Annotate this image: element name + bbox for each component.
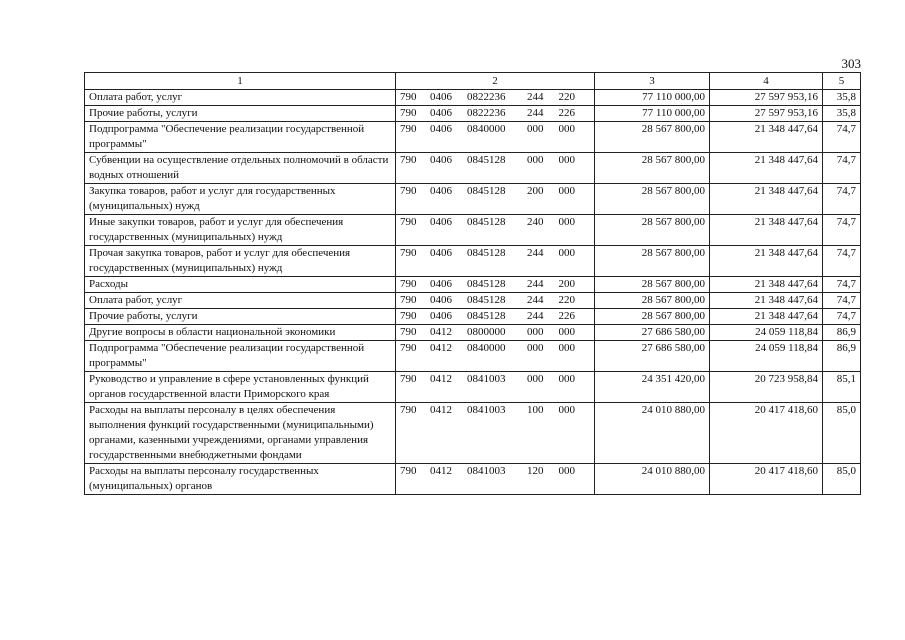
budget-code xyxy=(396,106,595,122)
code-section: 0406 xyxy=(430,91,452,103)
execution-percent: 74,7 xyxy=(823,215,861,246)
budget-code xyxy=(396,184,595,215)
execution-percent: 35,8 xyxy=(823,90,861,106)
planned-amount: 28 567 800,00 xyxy=(595,246,710,277)
row-name: Прочая закупка товаров, работ и услуг для обеспечения государственных (муниципальных) нужд xyxy=(85,246,396,277)
code-section: 0412 xyxy=(430,373,452,385)
execution-percent: 35,8 xyxy=(823,106,861,122)
planned-amount: 28 567 800,00 xyxy=(595,277,710,293)
row-name: Расходы на выплаты персоналу в целях обеспечения выполнения функций государственными (муниципальными) органами, казенными учреждениями, органами управления государственными внебюджетными фондами xyxy=(85,403,396,464)
execution-percent: 85,0 xyxy=(823,464,861,495)
code-article: 0845128 xyxy=(467,154,506,166)
code-expense-type: 000 xyxy=(527,123,544,135)
code-article: 0845128 xyxy=(467,294,506,306)
executed-amount: 24 059 118,84 xyxy=(710,325,823,341)
code-kosgu: 226 xyxy=(558,107,575,119)
executed-amount: 27 597 953,16 xyxy=(710,90,823,106)
budget-code xyxy=(396,90,595,106)
code-ministry: 790 xyxy=(400,154,417,166)
code-ministry: 790 xyxy=(400,247,417,259)
execution-percent: 74,7 xyxy=(823,246,861,277)
code-expense-type: 000 xyxy=(527,326,544,338)
execution-percent: 85,1 xyxy=(823,372,861,403)
code-section: 0406 xyxy=(430,278,452,290)
table-row xyxy=(85,106,861,122)
code-kosgu: 000 xyxy=(558,185,575,197)
code-article: 0840000 xyxy=(467,123,506,135)
table-row xyxy=(85,184,861,215)
budget-code xyxy=(396,293,595,309)
planned-amount: 24 351 420,00 xyxy=(595,372,710,403)
header-col-1: 1 xyxy=(85,73,396,90)
code-article: 0845128 xyxy=(467,185,506,197)
executed-amount: 27 597 953,16 xyxy=(710,106,823,122)
table-row xyxy=(85,464,861,495)
execution-percent: 86,9 xyxy=(823,341,861,372)
execution-percent: 74,7 xyxy=(823,277,861,293)
executed-amount: 20 417 418,60 xyxy=(710,464,823,495)
code-kosgu: 000 xyxy=(558,216,575,228)
planned-amount: 27 686 580,00 xyxy=(595,341,710,372)
budget-code xyxy=(396,464,595,495)
execution-percent: 74,7 xyxy=(823,184,861,215)
code-article: 0800000 xyxy=(467,326,506,338)
budget-code xyxy=(396,325,595,341)
execution-percent: 85,0 xyxy=(823,403,861,464)
row-name: Субвенции на осуществление отдельных полномочий в области водных отношений xyxy=(85,153,396,184)
planned-amount: 24 010 880,00 xyxy=(595,403,710,464)
planned-amount: 24 010 880,00 xyxy=(595,464,710,495)
planned-amount: 77 110 000,00 xyxy=(595,106,710,122)
execution-percent: 86,9 xyxy=(823,325,861,341)
header-col-4: 4 xyxy=(710,73,823,90)
table-row xyxy=(85,341,861,372)
code-expense-type: 244 xyxy=(527,278,544,290)
planned-amount: 77 110 000,00 xyxy=(595,90,710,106)
budget-code xyxy=(396,403,595,464)
code-section: 0412 xyxy=(430,342,452,354)
code-ministry: 790 xyxy=(400,294,417,306)
code-ministry: 790 xyxy=(400,185,417,197)
row-name: Расходы на выплаты персоналу государственных (муниципальных) органов xyxy=(85,464,396,495)
code-ministry: 790 xyxy=(400,373,417,385)
executed-amount: 20 723 958,84 xyxy=(710,372,823,403)
code-section: 0406 xyxy=(430,107,452,119)
code-ministry: 790 xyxy=(400,404,417,416)
code-article: 0841003 xyxy=(467,465,506,477)
code-section: 0406 xyxy=(430,154,452,166)
planned-amount: 28 567 800,00 xyxy=(595,153,710,184)
code-expense-type: 244 xyxy=(527,294,544,306)
budget-code xyxy=(396,372,595,403)
row-name: Прочие работы, услуги xyxy=(85,106,396,122)
header-row xyxy=(85,73,861,90)
budget-code xyxy=(396,246,595,277)
code-expense-type: 240 xyxy=(527,216,544,228)
code-section: 0406 xyxy=(430,310,452,322)
executed-amount: 21 348 447,64 xyxy=(710,153,823,184)
code-section: 0406 xyxy=(430,247,452,259)
table-row xyxy=(85,372,861,403)
code-kosgu: 200 xyxy=(558,278,575,290)
code-expense-type: 200 xyxy=(527,185,544,197)
table-row xyxy=(85,293,861,309)
code-kosgu: 000 xyxy=(558,342,575,354)
table-row xyxy=(85,403,861,464)
code-section: 0406 xyxy=(430,294,452,306)
header-col-3: 3 xyxy=(595,73,710,90)
code-article: 0841003 xyxy=(467,373,506,385)
row-name: Оплата работ, услуг xyxy=(85,293,396,309)
code-article: 0845128 xyxy=(467,216,506,228)
row-name: Расходы xyxy=(85,277,396,293)
code-expense-type: 100 xyxy=(527,404,544,416)
table-row xyxy=(85,325,861,341)
executed-amount: 21 348 447,64 xyxy=(710,293,823,309)
table-row xyxy=(85,122,861,153)
executed-amount: 21 348 447,64 xyxy=(710,215,823,246)
code-section: 0406 xyxy=(430,123,452,135)
code-ministry: 790 xyxy=(400,278,417,290)
row-name: Другие вопросы в области национальной экономики xyxy=(85,325,396,341)
row-name: Прочие работы, услуги xyxy=(85,309,396,325)
code-article: 0822236 xyxy=(467,91,506,103)
code-kosgu: 220 xyxy=(558,91,575,103)
table-row xyxy=(85,153,861,184)
row-name: Подпрограмма "Обеспечение реализации государственной программы" xyxy=(85,341,396,372)
code-kosgu: 000 xyxy=(558,373,575,385)
table-row xyxy=(85,90,861,106)
row-name: Подпрограмма "Обеспечение реализации государственной программы" xyxy=(85,122,396,153)
execution-percent: 74,7 xyxy=(823,309,861,325)
row-name: Оплата работ, услуг xyxy=(85,90,396,106)
code-article: 0845128 xyxy=(467,278,506,290)
table-row xyxy=(85,215,861,246)
code-expense-type: 000 xyxy=(527,373,544,385)
page-number: 303 xyxy=(841,56,861,71)
code-kosgu: 220 xyxy=(558,294,575,306)
code-article: 0841003 xyxy=(467,404,506,416)
execution-percent: 74,7 xyxy=(823,122,861,153)
code-section: 0412 xyxy=(430,404,452,416)
code-expense-type: 000 xyxy=(527,342,544,354)
code-article: 0845128 xyxy=(467,247,506,259)
table-row xyxy=(85,309,861,325)
code-article: 0845128 xyxy=(467,310,506,322)
code-ministry: 790 xyxy=(400,123,417,135)
row-name: Закупка товаров, работ и услуг для государственных (муниципальных) нужд xyxy=(85,184,396,215)
budget-code xyxy=(396,122,595,153)
code-section: 0412 xyxy=(430,326,452,338)
code-kosgu: 226 xyxy=(558,310,575,322)
planned-amount: 27 686 580,00 xyxy=(595,325,710,341)
execution-percent: 74,7 xyxy=(823,293,861,309)
code-ministry: 790 xyxy=(400,216,417,228)
executed-amount: 21 348 447,64 xyxy=(710,246,823,277)
row-name: Иные закупки товаров, работ и услуг для обеспечения государственных (муниципальных) нужд xyxy=(85,215,396,246)
code-expense-type: 244 xyxy=(527,91,544,103)
executed-amount: 20 417 418,60 xyxy=(710,403,823,464)
code-ministry: 790 xyxy=(400,310,417,322)
code-kosgu: 000 xyxy=(558,247,575,259)
executed-amount: 21 348 447,64 xyxy=(710,277,823,293)
code-section: 0406 xyxy=(430,216,452,228)
code-ministry: 790 xyxy=(400,326,417,338)
table-row xyxy=(85,246,861,277)
execution-percent: 74,7 xyxy=(823,153,861,184)
budget-table xyxy=(84,72,861,495)
code-section: 0412 xyxy=(430,465,452,477)
code-ministry: 790 xyxy=(400,107,417,119)
planned-amount: 28 567 800,00 xyxy=(595,184,710,215)
code-expense-type: 120 xyxy=(527,465,544,477)
code-ministry: 790 xyxy=(400,91,417,103)
code-section: 0406 xyxy=(430,185,452,197)
code-kosgu: 000 xyxy=(558,123,575,135)
header-col-5: 5 xyxy=(823,73,861,90)
budget-code xyxy=(396,153,595,184)
code-article: 0822236 xyxy=(467,107,506,119)
planned-amount: 28 567 800,00 xyxy=(595,293,710,309)
executed-amount: 21 348 447,64 xyxy=(710,184,823,215)
executed-amount: 21 348 447,64 xyxy=(710,309,823,325)
planned-amount: 28 567 800,00 xyxy=(595,309,710,325)
code-kosgu: 000 xyxy=(558,326,575,338)
code-kosgu: 000 xyxy=(558,404,575,416)
budget-code xyxy=(396,341,595,372)
budget-code xyxy=(396,309,595,325)
code-expense-type: 000 xyxy=(527,154,544,166)
code-expense-type: 244 xyxy=(527,310,544,322)
budget-code xyxy=(396,277,595,293)
header-col-2: 2 xyxy=(396,73,595,90)
code-ministry: 790 xyxy=(400,342,417,354)
code-ministry: 790 xyxy=(400,465,417,477)
executed-amount: 24 059 118,84 xyxy=(710,341,823,372)
row-name: Руководство и управление в сфере установленных функций органов государственной власти Приморского края xyxy=(85,372,396,403)
planned-amount: 28 567 800,00 xyxy=(595,215,710,246)
budget-code xyxy=(396,215,595,246)
code-kosgu: 000 xyxy=(558,465,575,477)
table-row xyxy=(85,277,861,293)
planned-amount: 28 567 800,00 xyxy=(595,122,710,153)
code-expense-type: 244 xyxy=(527,107,544,119)
code-kosgu: 000 xyxy=(558,154,575,166)
executed-amount: 21 348 447,64 xyxy=(710,122,823,153)
code-article: 0840000 xyxy=(467,342,506,354)
code-expense-type: 244 xyxy=(527,247,544,259)
